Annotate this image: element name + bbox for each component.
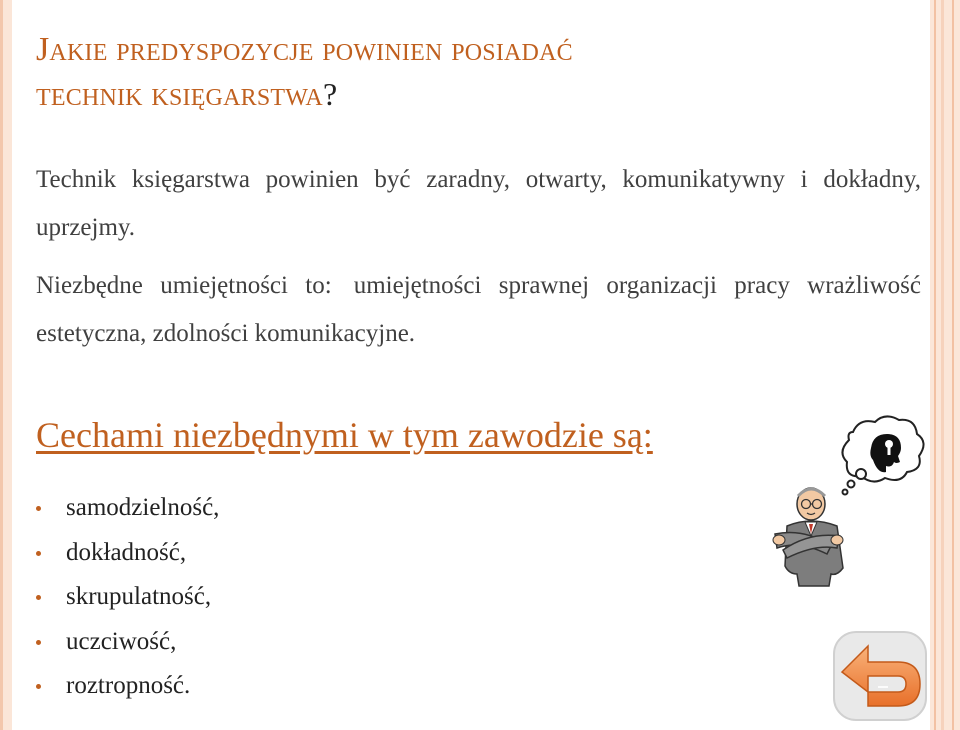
list-item	[36, 531, 219, 576]
traits-list	[36, 486, 219, 709]
bullet-icon	[36, 640, 41, 645]
trait-text: dokładność,	[66, 538, 187, 566]
bullet-icon	[36, 551, 41, 556]
left-decor-edge	[0, 0, 3, 730]
trait-text: roztropność.	[66, 672, 191, 699]
list-item	[36, 620, 219, 665]
list-item	[36, 575, 219, 620]
trait-text: uczciwość,	[66, 627, 177, 655]
bullet-icon	[36, 684, 41, 689]
list-item	[36, 664, 219, 709]
skills-rest: umiejętności sprawnej organizacji pracy wrażliwość estetyczna, zdolności komunikacyjne.	[36, 272, 921, 347]
slide-title	[36, 28, 896, 117]
title-line-1: Jakie predyspozycje powinien posiadać	[36, 31, 573, 68]
right-decor-line	[952, 0, 954, 730]
back-arrow-icon[interactable]	[828, 626, 932, 726]
trait-text: skrupulatność,	[66, 583, 212, 610]
bullet-icon	[36, 506, 41, 511]
title-line-2-text: technik księgarstwa	[36, 76, 323, 113]
title-question-mark: ?	[322, 76, 338, 112]
skills-paragraph	[36, 262, 921, 358]
list-item	[36, 486, 219, 531]
title-line-2	[36, 72, 896, 117]
bullet-icon	[36, 595, 41, 600]
right-decor-line	[941, 0, 944, 730]
right-decor-line	[934, 0, 936, 730]
trait-text: samodzielność,	[66, 494, 220, 521]
intro-paragraph: Technik księgarstwa powinien być zaradny, otwarty, komunikatywny i dokładny, uprzejmy.	[36, 166, 921, 241]
traits-heading: Cechami niezbędnymi w tym zawodzie są:	[36, 415, 653, 455]
thinking-man-icon	[765, 410, 925, 590]
skills-lead: Niezbędne umiejętności to:	[36, 272, 332, 299]
